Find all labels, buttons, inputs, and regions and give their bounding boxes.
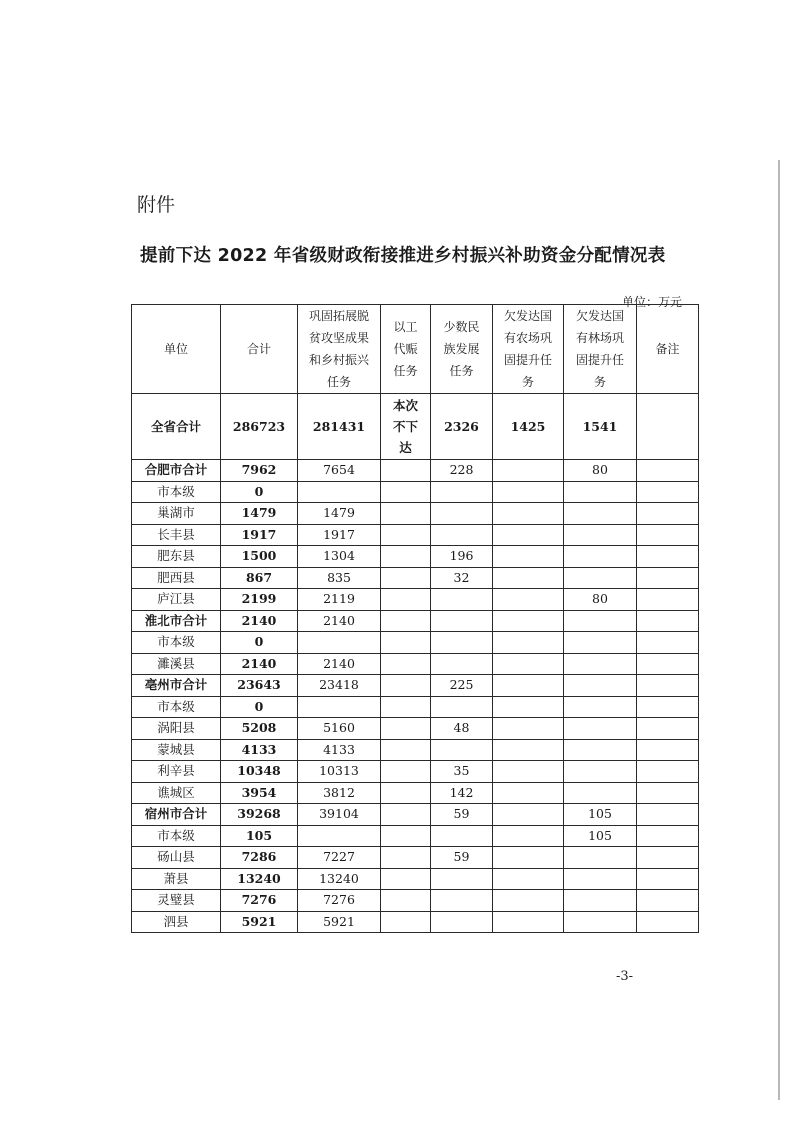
cell-work-relief: 本次不下达 — [381, 394, 431, 460]
cell-minority: 59 — [431, 847, 493, 869]
cell-work-relief — [381, 847, 431, 869]
cell-forest: 105 — [564, 804, 637, 826]
cell-minority — [431, 890, 493, 912]
cell-note — [637, 460, 699, 482]
cell-consolidation: 2119 — [298, 589, 381, 611]
cell-minority — [431, 503, 493, 525]
row-name: 全省合计 — [132, 394, 221, 460]
table-row — [132, 567, 699, 589]
cell-farm — [493, 610, 564, 632]
cell-note — [637, 610, 699, 632]
cell-work-relief — [381, 696, 431, 718]
cell-consolidation — [298, 696, 381, 718]
cell-total: 2140 — [221, 653, 298, 675]
cell-farm — [493, 481, 564, 503]
cell-total: 7286 — [221, 847, 298, 869]
cell-note — [637, 567, 699, 589]
cell-note — [637, 804, 699, 826]
cell-work-relief — [381, 632, 431, 654]
cell-work-relief — [381, 804, 431, 826]
table-row — [132, 761, 699, 783]
cell-note — [637, 718, 699, 740]
cell-note — [637, 675, 699, 697]
table-row — [132, 718, 699, 740]
cell-forest — [564, 524, 637, 546]
cell-total: 1479 — [221, 503, 298, 525]
cell-work-relief — [381, 610, 431, 632]
row-name: 庐江县 — [132, 589, 221, 611]
cell-work-relief — [381, 718, 431, 740]
col-header-minority: 少数民族发展任务 — [431, 305, 493, 394]
cell-total: 2199 — [221, 589, 298, 611]
row-name: 肥东县 — [132, 546, 221, 568]
cell-forest: 80 — [564, 589, 637, 611]
cell-note — [637, 632, 699, 654]
cell-note — [637, 825, 699, 847]
header-row — [132, 305, 699, 394]
cell-work-relief — [381, 911, 431, 933]
cell-consolidation: 3812 — [298, 782, 381, 804]
cell-farm — [493, 460, 564, 482]
cell-note — [637, 782, 699, 804]
cell-minority — [431, 911, 493, 933]
cell-farm — [493, 567, 564, 589]
cell-forest — [564, 890, 637, 912]
cell-work-relief — [381, 589, 431, 611]
cell-forest — [564, 782, 637, 804]
row-name: 巢湖市 — [132, 503, 221, 525]
cell-farm — [493, 804, 564, 826]
table-row — [132, 868, 699, 890]
cell-minority: 2326 — [431, 394, 493, 460]
city-total-row — [132, 610, 699, 632]
table-row — [132, 481, 699, 503]
cell-consolidation: 39104 — [298, 804, 381, 826]
table-row — [132, 503, 699, 525]
cell-work-relief — [381, 761, 431, 783]
cell-minority: 32 — [431, 567, 493, 589]
cell-farm — [493, 696, 564, 718]
cell-forest — [564, 481, 637, 503]
city-total-row — [132, 460, 699, 482]
table-row — [132, 632, 699, 654]
cell-minority: 142 — [431, 782, 493, 804]
row-name: 长丰县 — [132, 524, 221, 546]
cell-forest: 105 — [564, 825, 637, 847]
cell-farm — [493, 868, 564, 890]
cell-consolidation: 10313 — [298, 761, 381, 783]
col-header-consolidation: 巩固拓展脱贫攻坚成果和乡村振兴任务 — [298, 305, 381, 394]
cell-forest — [564, 632, 637, 654]
cell-consolidation: 835 — [298, 567, 381, 589]
cell-minority — [431, 610, 493, 632]
cell-note — [637, 394, 699, 460]
cell-note — [637, 503, 699, 525]
cell-farm — [493, 524, 564, 546]
cell-consolidation — [298, 481, 381, 503]
cell-forest — [564, 503, 637, 525]
cell-minority: 228 — [431, 460, 493, 482]
table-row — [132, 739, 699, 761]
row-name: 泗县 — [132, 911, 221, 933]
cell-minority — [431, 653, 493, 675]
city-total-row — [132, 675, 699, 697]
cell-consolidation: 5160 — [298, 718, 381, 740]
cell-consolidation: 1917 — [298, 524, 381, 546]
cell-consolidation: 7276 — [298, 890, 381, 912]
cell-farm — [493, 589, 564, 611]
cell-work-relief — [381, 825, 431, 847]
cell-minority — [431, 868, 493, 890]
cell-farm: 1425 — [493, 394, 564, 460]
table-row — [132, 696, 699, 718]
page-number: -3- — [616, 969, 634, 984]
table-row — [132, 782, 699, 804]
scan-edge-line — [778, 160, 780, 1100]
cell-farm — [493, 632, 564, 654]
cell-consolidation: 5921 — [298, 911, 381, 933]
cell-total: 1500 — [221, 546, 298, 568]
cell-total: 39268 — [221, 804, 298, 826]
cell-work-relief — [381, 890, 431, 912]
row-name: 肥西县 — [132, 567, 221, 589]
cell-minority — [431, 739, 493, 761]
unit-label: 单位：万元 — [622, 295, 683, 309]
cell-forest — [564, 546, 637, 568]
cell-note — [637, 761, 699, 783]
cell-farm — [493, 718, 564, 740]
cell-consolidation: 1479 — [298, 503, 381, 525]
cell-forest — [564, 610, 637, 632]
cell-consolidation: 2140 — [298, 653, 381, 675]
cell-note — [637, 739, 699, 761]
cell-total: 7962 — [221, 460, 298, 482]
cell-total: 105 — [221, 825, 298, 847]
cell-consolidation: 281431 — [298, 394, 381, 460]
cell-consolidation: 23418 — [298, 675, 381, 697]
cell-total: 2140 — [221, 610, 298, 632]
cell-note — [637, 546, 699, 568]
table-row — [132, 589, 699, 611]
row-name: 市本级 — [132, 632, 221, 654]
cell-note — [637, 868, 699, 890]
cell-total: 0 — [221, 696, 298, 718]
cell-work-relief — [381, 567, 431, 589]
table-row — [132, 911, 699, 933]
cell-farm — [493, 911, 564, 933]
cell-consolidation: 7227 — [298, 847, 381, 869]
cell-consolidation: 1304 — [298, 546, 381, 568]
row-name: 蒙城县 — [132, 739, 221, 761]
cell-total: 13240 — [221, 868, 298, 890]
cell-farm — [493, 675, 564, 697]
cell-forest: 80 — [564, 460, 637, 482]
cell-forest — [564, 847, 637, 869]
col-header-unit: 单位 — [132, 305, 221, 394]
cell-total: 23643 — [221, 675, 298, 697]
cell-note — [637, 911, 699, 933]
row-name: 谯城区 — [132, 782, 221, 804]
cell-minority — [431, 632, 493, 654]
attachment-label: 附件 — [137, 194, 176, 216]
city-total-row — [132, 804, 699, 826]
col-header-total: 合计 — [221, 305, 298, 394]
cell-total: 0 — [221, 481, 298, 503]
col-header-note: 备注 — [637, 305, 699, 394]
row-name: 濉溪县 — [132, 653, 221, 675]
table-row — [132, 890, 699, 912]
cell-forest — [564, 696, 637, 718]
cell-forest — [564, 761, 637, 783]
row-name: 合肥市合计 — [132, 460, 221, 482]
cell-work-relief — [381, 524, 431, 546]
cell-work-relief — [381, 503, 431, 525]
cell-total: 5921 — [221, 911, 298, 933]
cell-work-relief — [381, 868, 431, 890]
cell-farm — [493, 653, 564, 675]
cell-consolidation: 2140 — [298, 610, 381, 632]
province-total-row — [132, 394, 699, 460]
cell-forest — [564, 567, 637, 589]
cell-minority: 196 — [431, 546, 493, 568]
cell-work-relief — [381, 739, 431, 761]
cell-minority — [431, 696, 493, 718]
cell-consolidation: 4133 — [298, 739, 381, 761]
cell-note — [637, 524, 699, 546]
cell-forest: 1541 — [564, 394, 637, 460]
cell-farm — [493, 782, 564, 804]
cell-work-relief — [381, 653, 431, 675]
cell-work-relief — [381, 481, 431, 503]
cell-total: 0 — [221, 632, 298, 654]
cell-minority: 35 — [431, 761, 493, 783]
col-header-farm: 欠发达国有农场巩固提升任务 — [493, 305, 564, 394]
row-name: 萧县 — [132, 868, 221, 890]
cell-minority — [431, 589, 493, 611]
cell-consolidation — [298, 632, 381, 654]
cell-consolidation — [298, 825, 381, 847]
cell-total: 867 — [221, 567, 298, 589]
cell-total: 1917 — [221, 524, 298, 546]
cell-minority — [431, 524, 493, 546]
col-header-forest: 欠发达国有林场巩固提升任务 — [564, 305, 637, 394]
allocation-table — [131, 304, 699, 933]
row-name: 涡阳县 — [132, 718, 221, 740]
col-header-work-relief: 以工代赈任务 — [381, 305, 431, 394]
table-row — [132, 825, 699, 847]
cell-minority: 48 — [431, 718, 493, 740]
cell-farm — [493, 739, 564, 761]
table-row — [132, 524, 699, 546]
row-name: 市本级 — [132, 696, 221, 718]
cell-minority: 225 — [431, 675, 493, 697]
cell-forest — [564, 718, 637, 740]
cell-work-relief — [381, 460, 431, 482]
row-name: 宿州市合计 — [132, 804, 221, 826]
cell-farm — [493, 546, 564, 568]
row-name: 砀山县 — [132, 847, 221, 869]
cell-forest — [564, 868, 637, 890]
cell-total: 10348 — [221, 761, 298, 783]
cell-farm — [493, 761, 564, 783]
cell-total: 5208 — [221, 718, 298, 740]
cell-forest — [564, 675, 637, 697]
cell-farm — [493, 503, 564, 525]
row-name: 利辛县 — [132, 761, 221, 783]
cell-note — [637, 890, 699, 912]
cell-farm — [493, 847, 564, 869]
cell-total: 4133 — [221, 739, 298, 761]
cell-note — [637, 589, 699, 611]
row-name: 市本级 — [132, 825, 221, 847]
cell-forest — [564, 911, 637, 933]
table-row — [132, 546, 699, 568]
cell-work-relief — [381, 675, 431, 697]
cell-consolidation: 13240 — [298, 868, 381, 890]
cell-forest — [564, 653, 637, 675]
row-name: 灵璧县 — [132, 890, 221, 912]
page-title: 提前下达 2022 年省级财政衔接推进乡村振兴补助资金分配情况表 — [140, 246, 666, 266]
cell-note — [637, 653, 699, 675]
cell-work-relief — [381, 782, 431, 804]
cell-forest — [564, 739, 637, 761]
row-name: 亳州市合计 — [132, 675, 221, 697]
cell-total: 7276 — [221, 890, 298, 912]
cell-total: 3954 — [221, 782, 298, 804]
cell-consolidation: 7654 — [298, 460, 381, 482]
cell-minority — [431, 825, 493, 847]
row-name: 市本级 — [132, 481, 221, 503]
table-row — [132, 653, 699, 675]
row-name: 淮北市合计 — [132, 610, 221, 632]
cell-total: 286723 — [221, 394, 298, 460]
cell-farm — [493, 890, 564, 912]
cell-minority — [431, 481, 493, 503]
cell-note — [637, 847, 699, 869]
cell-note — [637, 481, 699, 503]
table-row — [132, 847, 699, 869]
cell-farm — [493, 825, 564, 847]
cell-minority: 59 — [431, 804, 493, 826]
cell-note — [637, 696, 699, 718]
cell-work-relief — [381, 546, 431, 568]
